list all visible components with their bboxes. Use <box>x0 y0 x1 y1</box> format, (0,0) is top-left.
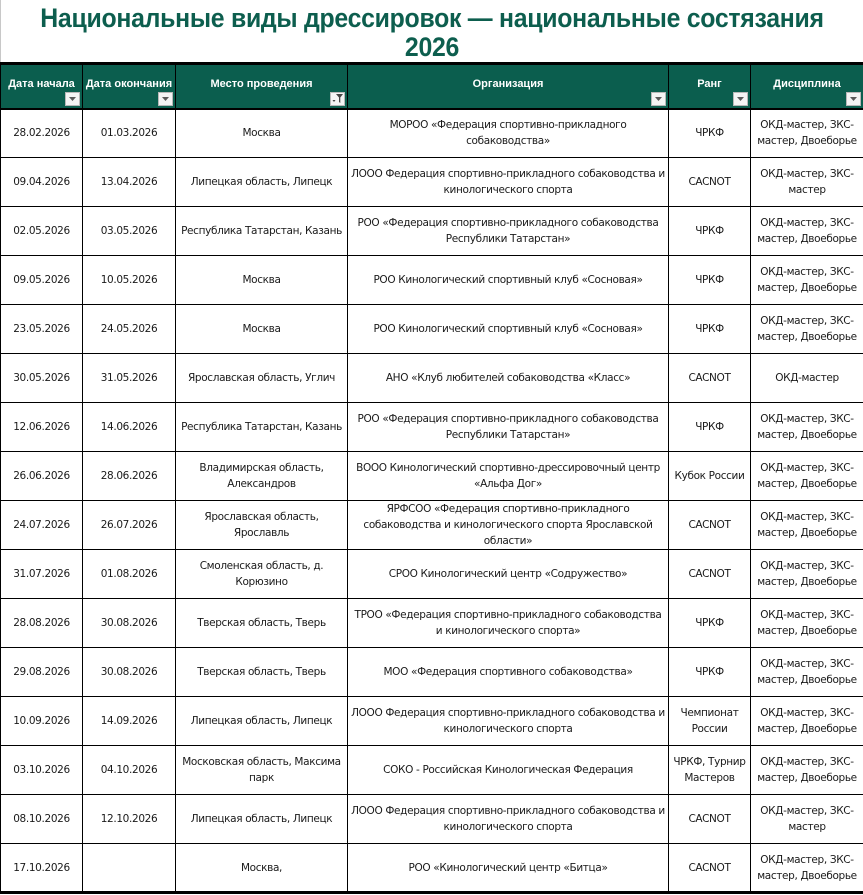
cell-start-date[interactable]: 02.05.2026 <box>1 207 83 256</box>
table-row <box>1 256 863 305</box>
column-header-label: Дисциплина <box>773 78 841 91</box>
table-row <box>1 305 863 354</box>
cell-organization[interactable]: РОО Кинологический спортивный клуб «Сосновая» <box>348 305 669 354</box>
table-row <box>1 648 863 697</box>
cell-end-date[interactable]: 14.09.2026 <box>83 697 176 746</box>
cell-organization[interactable]: ЛООО Федерация спортивно-прикладного собаководства и кинологического спорта <box>348 795 669 844</box>
cell-rank[interactable]: ЧРКФ <box>669 599 751 648</box>
cell-discipline[interactable]: ОКД-мастер, ЗКС-мастер <box>751 158 863 207</box>
filter-button-discipline[interactable] <box>846 92 861 106</box>
cell-discipline[interactable]: ОКД-мастер, ЗКС-мастер, Двоеборье <box>751 109 863 158</box>
cell-venue[interactable]: Смоленская область, д. Корюзино <box>176 550 348 599</box>
cell-organization[interactable]: МОРОО «Федерация спортивно-прикладного собаководства» <box>348 109 669 158</box>
cell-venue[interactable]: Ярославская область, Ярославль <box>176 501 348 550</box>
cell-start-date[interactable]: 31.07.2026 <box>1 550 83 599</box>
cell-discipline[interactable]: ОКД-мастер, ЗКС-мастер, Двоеборье <box>751 305 863 354</box>
dropdown-arrow-icon <box>849 96 858 102</box>
dropdown-arrow-icon <box>161 96 170 102</box>
cell-organization[interactable]: СРОО Кинологический центр «Содружество» <box>348 550 669 599</box>
cell-venue[interactable]: Москва <box>176 109 348 158</box>
cell-venue[interactable]: Липецкая область, Липецк <box>176 158 348 207</box>
cell-organization[interactable]: РОО «Федерация спортивно-прикладного собаководства Республики Татарстан» <box>348 207 669 256</box>
cell-rank[interactable]: CACNOT <box>669 501 751 550</box>
cell-start-date[interactable]: 28.08.2026 <box>1 599 83 648</box>
cell-start-date[interactable]: 26.06.2026 <box>1 452 83 501</box>
table-row <box>1 354 863 403</box>
column-header-discipline[interactable] <box>751 64 863 109</box>
cell-discipline[interactable]: ОКД-мастер, ЗКС-мастер, Двоеборье <box>751 648 863 697</box>
table-row <box>1 158 863 207</box>
cell-rank[interactable]: CACNOT <box>669 550 751 599</box>
cell-end-date[interactable]: 03.05.2026 <box>83 207 176 256</box>
cell-start-date[interactable]: 12.06.2026 <box>1 403 83 452</box>
cell-end-date[interactable] <box>83 844 176 893</box>
cell-rank[interactable]: ЧРКФ, Турнир Мастеров <box>669 746 751 795</box>
cell-start-date[interactable]: 30.05.2026 <box>1 354 83 403</box>
cell-end-date[interactable]: 30.08.2026 <box>83 599 176 648</box>
column-header-rank[interactable] <box>669 64 751 109</box>
sheet-title-line-2: 2026 <box>404 32 460 62</box>
sheet-title <box>0 0 863 62</box>
cell-discipline[interactable]: ОКД-мастер, ЗКС-мастер, Двоеборье <box>751 697 863 746</box>
cell-end-date[interactable]: 26.07.2026 <box>83 501 176 550</box>
filter-button-organization[interactable] <box>651 92 666 106</box>
cell-venue[interactable]: Московская область, Максима парк <box>176 746 348 795</box>
cell-discipline[interactable]: ОКД-мастер, ЗКС-мастер, Двоеборье <box>751 550 863 599</box>
cell-end-date[interactable]: 24.05.2026 <box>83 305 176 354</box>
filter-button-venue[interactable] <box>330 92 345 106</box>
table-row <box>1 599 863 648</box>
cell-venue[interactable]: Москва <box>176 256 348 305</box>
cell-venue[interactable]: Республика Татарстан, Казань <box>176 207 348 256</box>
cell-discipline[interactable]: ОКД-мастер, ЗКС-мастер, Двоеборье <box>751 256 863 305</box>
cell-rank[interactable]: ЧРКФ <box>669 109 751 158</box>
table-row <box>1 795 863 844</box>
cell-rank[interactable]: ЧРКФ <box>669 305 751 354</box>
cell-organization[interactable]: МОО «Федерация спортивного собаководства» <box>348 648 669 697</box>
cell-venue[interactable]: Москва, <box>176 844 348 893</box>
cell-end-date[interactable]: 12.10.2026 <box>83 795 176 844</box>
cell-start-date[interactable]: 10.09.2026 <box>1 697 83 746</box>
table-row <box>1 550 863 599</box>
cell-rank[interactable]: CACNOT <box>669 844 751 893</box>
dropdown-arrow-icon <box>654 96 663 102</box>
cell-discipline[interactable]: ОКД-мастер, ЗКС-мастер, Двоеборье <box>751 207 863 256</box>
cell-organization[interactable]: ЛООО Федерация спортивно-прикладного собаководства и кинологического спорта <box>348 697 669 746</box>
cell-start-date[interactable]: 09.04.2026 <box>1 158 83 207</box>
cell-start-date[interactable]: 08.10.2026 <box>1 795 83 844</box>
table-row <box>1 501 863 550</box>
column-header-label: Место проведения <box>210 78 313 91</box>
table-body <box>1 109 863 893</box>
cell-discipline[interactable]: ОКД-мастер, ЗКС-мастер <box>751 795 863 844</box>
cell-start-date[interactable]: 29.08.2026 <box>1 648 83 697</box>
sheet-title-line-1: Национальные виды дрессировок — национальные состязания <box>40 3 824 33</box>
dropdown-arrow-icon <box>68 96 77 102</box>
cell-venue[interactable]: Тверская область, Тверь <box>176 599 348 648</box>
competitions-table <box>0 62 863 894</box>
cell-start-date[interactable]: 28.02.2026 <box>1 109 83 158</box>
cell-discipline[interactable]: ОКД-мастер, ЗКС-мастер, Двоеборье <box>751 599 863 648</box>
cell-end-date[interactable]: 30.08.2026 <box>83 648 176 697</box>
cell-organization[interactable]: РОО Кинологический спортивный клуб «Сосновая» <box>348 256 669 305</box>
cell-start-date[interactable]: 17.10.2026 <box>1 844 83 893</box>
cell-venue[interactable]: Владимирская область, Александров <box>176 452 348 501</box>
cell-rank[interactable]: Кубок России <box>669 452 751 501</box>
cell-rank[interactable]: CACNOT <box>669 158 751 207</box>
filter-button-start-date[interactable] <box>65 92 80 106</box>
cell-venue[interactable]: Липецкая область, Липецк <box>176 795 348 844</box>
header-row <box>1 64 863 109</box>
cell-start-date[interactable]: 03.10.2026 <box>1 746 83 795</box>
cell-organization[interactable]: ВООО Кинологический спортивно-дрессировочный центр «Альфа Дог» <box>348 452 669 501</box>
cell-organization[interactable]: ЛООО Федерация спортивно-прикладного собаководства и кинологического спорта <box>348 158 669 207</box>
cell-discipline[interactable]: ОКД-мастер, ЗКС-мастер, Двоеборье <box>751 501 863 550</box>
cell-organization[interactable]: РОО «Федерация спортивно-прикладного собаководства Республики Татарстан» <box>348 403 669 452</box>
column-header-venue[interactable] <box>176 64 348 109</box>
cell-discipline[interactable]: ОКД-мастер, ЗКС-мастер, Двоеборье <box>751 844 863 893</box>
column-header-label: Ранг <box>697 78 722 91</box>
cell-end-date[interactable]: 01.03.2026 <box>83 109 176 158</box>
table-row <box>1 207 863 256</box>
cell-rank[interactable]: CACNOT <box>669 795 751 844</box>
cell-end-date[interactable]: 04.10.2026 <box>83 746 176 795</box>
cell-start-date[interactable]: 24.07.2026 <box>1 501 83 550</box>
cell-end-date[interactable]: 01.08.2026 <box>83 550 176 599</box>
column-header-start-date[interactable] <box>1 64 83 109</box>
table-row <box>1 746 863 795</box>
cell-venue[interactable]: Москва <box>176 305 348 354</box>
column-header-organization[interactable] <box>348 64 669 109</box>
column-header-label: Организация <box>472 78 544 91</box>
cell-rank[interactable]: Чемпионат России <box>669 697 751 746</box>
cell-rank[interactable]: ЧРКФ <box>669 256 751 305</box>
cell-rank[interactable]: ЧРКФ <box>669 648 751 697</box>
filter-funnel-icon <box>332 93 344 104</box>
cell-end-date[interactable]: 14.06.2026 <box>83 403 176 452</box>
cell-start-date[interactable]: 09.05.2026 <box>1 256 83 305</box>
table-row <box>1 109 863 158</box>
column-header-label: Дата окончания <box>85 78 173 91</box>
table-row <box>1 697 863 746</box>
column-header-label: Дата начала <box>8 78 75 91</box>
cell-discipline[interactable]: ОКД-мастер, ЗКС-мастер, Двоеборье <box>751 452 863 501</box>
cell-venue[interactable]: Тверская область, Тверь <box>176 648 348 697</box>
filter-button-end-date[interactable] <box>158 92 173 106</box>
cell-organization[interactable]: СОКО - Российская Кинологическая Федерация <box>348 746 669 795</box>
cell-organization[interactable]: ЯРФСОО «Федерация спортивно-прикладного собаководства и кинологического спорта Ярославской области» <box>348 501 669 550</box>
cell-venue[interactable]: Ярославская область, Углич <box>176 354 348 403</box>
cell-discipline[interactable]: ОКД-мастер, ЗКС-мастер, Двоеборье <box>751 746 863 795</box>
table-row <box>1 844 863 893</box>
cell-venue[interactable]: Липецкая область, Липецк <box>176 697 348 746</box>
cell-organization[interactable]: АНО «Клуб любителей собаководства «Класс» <box>348 354 669 403</box>
cell-start-date[interactable]: 23.05.2026 <box>1 305 83 354</box>
cell-end-date[interactable]: 28.06.2026 <box>83 452 176 501</box>
table-row <box>1 403 863 452</box>
cell-venue[interactable]: Республика Татарстан, Казань <box>176 403 348 452</box>
table-row <box>1 452 863 501</box>
cell-end-date[interactable]: 31.05.2026 <box>83 354 176 403</box>
cell-organization[interactable]: РОО «Кинологический центр «Битца» <box>348 844 669 893</box>
cell-end-date[interactable]: 10.05.2026 <box>83 256 176 305</box>
cell-discipline[interactable]: ОКД-мастер, ЗКС-мастер, Двоеборье <box>751 403 863 452</box>
cell-rank[interactable]: CACNOT <box>669 354 751 403</box>
column-header-end-date[interactable] <box>83 64 176 109</box>
cell-discipline[interactable]: ОКД-мастер <box>751 354 863 403</box>
filter-button-rank[interactable] <box>733 92 748 106</box>
cell-end-date[interactable]: 13.04.2026 <box>83 158 176 207</box>
dropdown-arrow-icon <box>736 96 745 102</box>
cell-rank[interactable]: ЧРКФ <box>669 403 751 452</box>
cell-rank[interactable]: ЧРКФ <box>669 207 751 256</box>
cell-organization[interactable]: ТРОО «Федерация спортивно-прикладного собаководства и кинологического спорта» <box>348 599 669 648</box>
